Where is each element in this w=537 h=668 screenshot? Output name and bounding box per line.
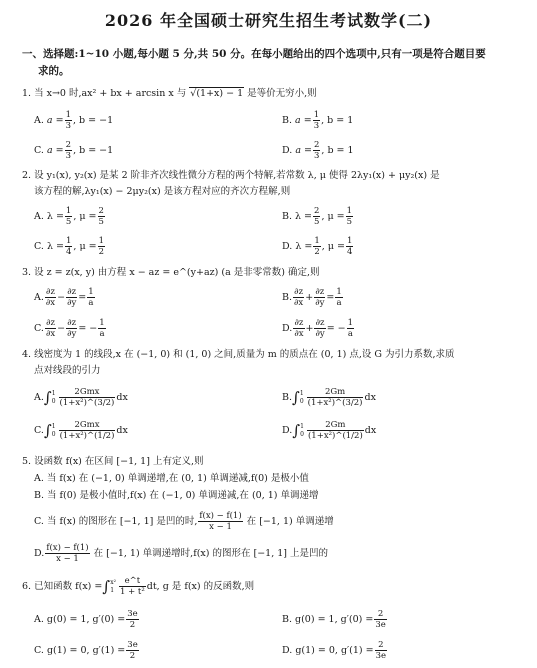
denominator: 3: [313, 151, 320, 161]
fraction: [98, 236, 105, 257]
q2-stem-line1: 2. 设 y₁(x), y₂(x) 是某 2 阶非齐次线性微分方程的两个特解,若常数 λ, μ 使得 2λy₁(x) + μy₂(x) 是: [22, 170, 440, 181]
fraction: [198, 511, 242, 532]
differential: dx: [364, 425, 377, 436]
fraction: [66, 287, 77, 308]
fraction: [45, 318, 56, 339]
fraction: [313, 140, 320, 161]
q5-option-d[interactable]: [34, 543, 328, 564]
option-text-a: C. 当 f(x) 的图形在 [−1, 1] 是凹的时,: [34, 516, 198, 527]
upper-limit: 1: [300, 422, 304, 430]
option-rest: , b = −1: [72, 115, 114, 126]
option-lhs: a =: [46, 145, 64, 156]
q5-option-c[interactable]: [34, 511, 334, 532]
numerator: 1: [65, 110, 71, 120]
denominator: 2: [129, 620, 136, 630]
q2-option-b[interactable]: [282, 206, 354, 227]
q3-stem: 3. 设 z = z(x, y) 由方程 x − az = e^(y+az) (a 是非零常数) 确定,则: [22, 267, 320, 278]
fraction: [313, 110, 320, 131]
q5-option-a[interactable]: A. 当 f(x) 在 (−1, 0) 单调递增,在 (0, 1) 单调递减,f(0) 是极小值: [34, 473, 309, 484]
denominator: ∂x: [45, 329, 56, 339]
fraction: [45, 287, 56, 308]
numerator: 3e: [127, 640, 138, 650]
numerator: ∂z: [67, 318, 77, 328]
fraction: [346, 236, 353, 257]
fraction: [65, 140, 72, 161]
denominator: (1+x²)^(3/2): [59, 398, 115, 408]
lower-limit: 1: [110, 586, 115, 594]
lower-limit: 0: [300, 430, 304, 438]
differential: dx: [364, 392, 376, 403]
numerator: 1: [313, 110, 320, 120]
denominator: 3: [313, 121, 320, 131]
denominator: (1+x²)^(1/2): [59, 431, 115, 441]
q1-stem-a: 1. 当: [22, 88, 47, 99]
denominator: 3e: [375, 651, 387, 661]
denominator: ∂y: [315, 329, 325, 339]
fraction: [66, 318, 77, 339]
q4-option-c[interactable]: [34, 420, 128, 441]
fraction: [293, 287, 304, 308]
numerator: ∂z: [294, 318, 304, 328]
denominator: (1+x²)^(3/2): [307, 398, 363, 408]
option-rest: , b = 1: [321, 145, 354, 156]
option-label: A. λ =: [34, 211, 64, 222]
q1-option-c[interactable]: [34, 140, 113, 161]
numerator: 2: [374, 609, 386, 620]
fraction: [375, 640, 387, 661]
fraction: [313, 236, 320, 257]
fraction: [65, 236, 72, 257]
denominator: 5: [314, 217, 320, 227]
integral-sign: ∫: [43, 421, 52, 440]
option-label: C.: [34, 145, 47, 156]
numerator: 2: [313, 140, 320, 150]
fraction: [307, 387, 364, 408]
fraction: [59, 387, 116, 408]
numerator: 2Gm: [307, 387, 364, 398]
option-text-b: 在 [−1, 1) 单调递增: [243, 516, 334, 527]
numerator: 1: [99, 318, 105, 328]
numerator: 3e: [127, 609, 138, 619]
denominator: ∂y: [67, 329, 77, 339]
denominator: 5: [65, 217, 72, 227]
rhs-sign: =: [78, 292, 87, 303]
numerator: 2Gm: [307, 420, 364, 431]
fraction: [87, 287, 94, 308]
operator: −: [57, 323, 66, 334]
q3-option-a[interactable]: [34, 287, 96, 308]
denominator: ∂x: [45, 298, 56, 308]
denominator: 1 + t²: [120, 587, 145, 597]
option-label: A. g(0) = 1, g′(0) =: [34, 614, 126, 625]
option-label: B.: [282, 115, 296, 126]
q6-stem-b: dt, g 是 f(x) 的反函数,则: [146, 581, 255, 592]
option-label: D. λ =: [282, 241, 313, 252]
fraction: [65, 110, 72, 131]
integral-limits: [52, 423, 56, 439]
denominator: ∂x: [294, 329, 304, 339]
option-label: D.: [282, 145, 296, 156]
q1-option-a[interactable]: [34, 110, 113, 131]
q5-stem: 5. 设函数 f(x) 在区间 [−1, 1] 上有定义,则: [22, 456, 204, 467]
fraction: [314, 287, 325, 308]
q2-option-c[interactable]: [34, 236, 106, 257]
numerator: e^t: [119, 576, 146, 587]
q1-stem-sqrt: √(1+x) − 1: [190, 88, 244, 99]
option-mid: , μ =: [321, 211, 345, 222]
option-label: A.: [34, 292, 44, 303]
lower-limit: 0: [299, 397, 304, 405]
q4-option-d[interactable]: [282, 420, 376, 441]
denominator: a: [336, 298, 342, 308]
fraction: [65, 206, 72, 227]
q6-option-d[interactable]: [282, 640, 388, 661]
numerator: 1: [65, 206, 72, 216]
denominator: 3: [65, 121, 71, 131]
q4-stem-line2: 点对线段的引力: [34, 365, 101, 376]
rhs-sign: =: [326, 292, 335, 303]
q1-option-d[interactable]: [282, 140, 354, 161]
denominator: ∂y: [67, 298, 77, 308]
q2-option-d[interactable]: [282, 236, 354, 257]
denominator: ∂y: [315, 298, 325, 308]
option-text-a: D.: [34, 548, 45, 559]
upper-limit: 1: [51, 389, 56, 397]
fraction: [374, 609, 386, 630]
rhs-sign: = −: [326, 323, 346, 334]
numerator: 2: [65, 140, 72, 150]
upper-limit: x²: [110, 578, 116, 586]
option-label: B. g(0) = 1, g′(0) =: [282, 614, 374, 625]
numerator: ∂z: [67, 287, 77, 297]
numerator: 2: [314, 206, 320, 216]
denominator: a: [99, 329, 105, 339]
numerator: 1: [346, 236, 353, 246]
numerator: ∂z: [294, 287, 304, 297]
numerator: 1: [314, 236, 320, 246]
fraction: [126, 640, 138, 661]
page-title: 2026 年全国硕士研究生招生考试数学(二): [104, 11, 433, 30]
option-mid: , μ =: [73, 211, 97, 222]
fraction: [307, 420, 364, 441]
option-mid: , μ =: [73, 241, 97, 252]
denominator: 5: [98, 217, 104, 227]
q1-stem-d: 是等价无穷小,则: [244, 88, 317, 99]
denominator: ∂x: [294, 298, 304, 308]
option-label: D. g(1) = 0, g′(1) =: [282, 645, 374, 656]
numerator: 2Gmx: [59, 420, 116, 431]
fraction: [126, 609, 138, 630]
numerator: ∂z: [46, 287, 55, 297]
fraction: [59, 420, 116, 441]
option-lhs: a =: [46, 115, 64, 126]
fraction: [293, 318, 304, 339]
option-label: C. g(1) = 0, g′(1) =: [34, 645, 126, 656]
q1-option-b[interactable]: [282, 110, 353, 131]
numerator: 2: [98, 206, 104, 216]
denominator: 2: [314, 247, 320, 257]
rhs-sign: = −: [78, 323, 98, 334]
option-mid: , μ =: [321, 241, 345, 252]
option-label: C.: [34, 323, 44, 334]
option-lhs: a =: [295, 115, 312, 126]
numerator: 1: [347, 318, 354, 328]
q3-option-d[interactable]: [282, 318, 355, 339]
integral-limits: [300, 390, 304, 406]
denominator: 5: [346, 217, 353, 227]
denominator: 4: [65, 247, 72, 257]
option-label: B.: [282, 292, 293, 303]
section-heading-line2: 求的。: [38, 65, 70, 77]
q5-option-b[interactable]: B. 当 f(0) 是极小值时,f(x) 在 (−1, 0) 单调递减,在 (0, 1) 单调递增: [34, 490, 319, 501]
q3-option-c[interactable]: [34, 318, 107, 339]
option-label: C.: [34, 425, 44, 436]
q1-stem-b: x→0 时,ax² + bx + arcsin x 与: [46, 88, 190, 99]
option-label: A.: [34, 392, 44, 403]
integral-limits: [110, 579, 116, 595]
denominator: 4: [346, 247, 353, 257]
fraction: [119, 576, 146, 597]
denominator: 3: [65, 151, 72, 161]
option-rest: , b = −1: [73, 145, 114, 156]
numerator: ∂z: [315, 318, 325, 328]
upper-limit: 1: [299, 389, 304, 397]
numerator: ∂z: [315, 287, 325, 297]
option-text-b: 在 [−1, 1) 单调递增时,f(x) 的图形在 [−1, 1] 上是凹的: [90, 548, 329, 559]
denominator: 3e: [375, 620, 386, 630]
numerator: 2Gmx: [59, 387, 116, 398]
operator: +: [305, 323, 314, 334]
denominator: x − 1: [209, 522, 232, 532]
integral-sign: ∫: [43, 388, 52, 407]
numerator: 1: [98, 236, 105, 246]
fraction: [347, 318, 354, 339]
q2-stem-line2: 该方程的解,λy₁(x) − 2μy₂(x) 是该方程对应的齐次方程解,则: [34, 186, 291, 197]
upper-limit: 1: [51, 422, 56, 430]
integral-sign: ∫: [292, 421, 301, 440]
q1-stem: [22, 87, 317, 101]
q6-option-b[interactable]: [282, 609, 388, 630]
option-label: C. λ =: [34, 241, 64, 252]
differential: dx: [116, 425, 128, 436]
denominator: a: [347, 329, 353, 339]
lower-limit: 0: [51, 397, 56, 405]
q4-option-a[interactable]: [34, 387, 128, 408]
numerator: 2: [375, 640, 387, 651]
section-heading: [22, 46, 522, 80]
denominator: 2: [98, 247, 105, 257]
operator: +: [305, 292, 314, 303]
option-rest: , b = 1: [321, 115, 354, 126]
fraction: [98, 318, 105, 339]
denominator: 2: [129, 651, 136, 661]
q6-option-a[interactable]: [34, 609, 140, 630]
integral-sign: ∫: [292, 388, 300, 407]
integral-sign: ∫: [102, 577, 111, 596]
differential: dx: [116, 392, 128, 403]
fraction: [335, 287, 342, 308]
option-label: B. λ =: [282, 211, 313, 222]
numerator: 1: [346, 206, 353, 216]
fraction: [45, 543, 89, 564]
fraction: [314, 318, 325, 339]
fraction: [313, 206, 320, 227]
numerator: f(x) − f(1): [46, 543, 89, 553]
denominator: x − 1: [56, 554, 79, 564]
integral-limits: [300, 423, 304, 439]
fraction: [346, 206, 353, 227]
option-label: A.: [34, 115, 47, 126]
option-label: B.: [282, 392, 293, 403]
numerator: 1: [65, 236, 72, 246]
q4-stem-line1: 4. 线密度为 1 的线段,x 在 (−1, 0) 和 (1, 0) 之间,质量为 m 的质点在 (0, 1) 点,设 G 为引力系数,求质: [22, 349, 455, 360]
q3-option-b[interactable]: [282, 287, 344, 308]
numerator: f(x) − f(1): [199, 511, 242, 521]
option-lhs: a =: [295, 145, 312, 156]
q4-option-b[interactable]: [282, 387, 376, 408]
denominator: (1+x²)^(1/2): [307, 431, 363, 441]
operator: −: [57, 292, 66, 303]
q6-stem: [22, 576, 254, 597]
numerator: 1: [88, 287, 94, 297]
numerator: 1: [336, 287, 342, 297]
q6-stem-a: 6. 已知函数 f(x) =: [22, 581, 103, 592]
q6-option-c[interactable]: [34, 640, 140, 661]
section-heading-line1: 一、选择题:1~10 小题,每小题 5 分,共 50 分。在每小题给出的四个选项中,只有一项是符合题目要: [22, 48, 486, 60]
option-label: D.: [282, 323, 293, 334]
numerator: ∂z: [46, 318, 55, 328]
integral-limits: [52, 390, 56, 406]
q2-option-a[interactable]: [34, 206, 106, 227]
fraction: [98, 206, 105, 227]
denominator: a: [88, 298, 94, 308]
lower-limit: 0: [51, 430, 56, 438]
option-label: D.: [282, 425, 293, 436]
